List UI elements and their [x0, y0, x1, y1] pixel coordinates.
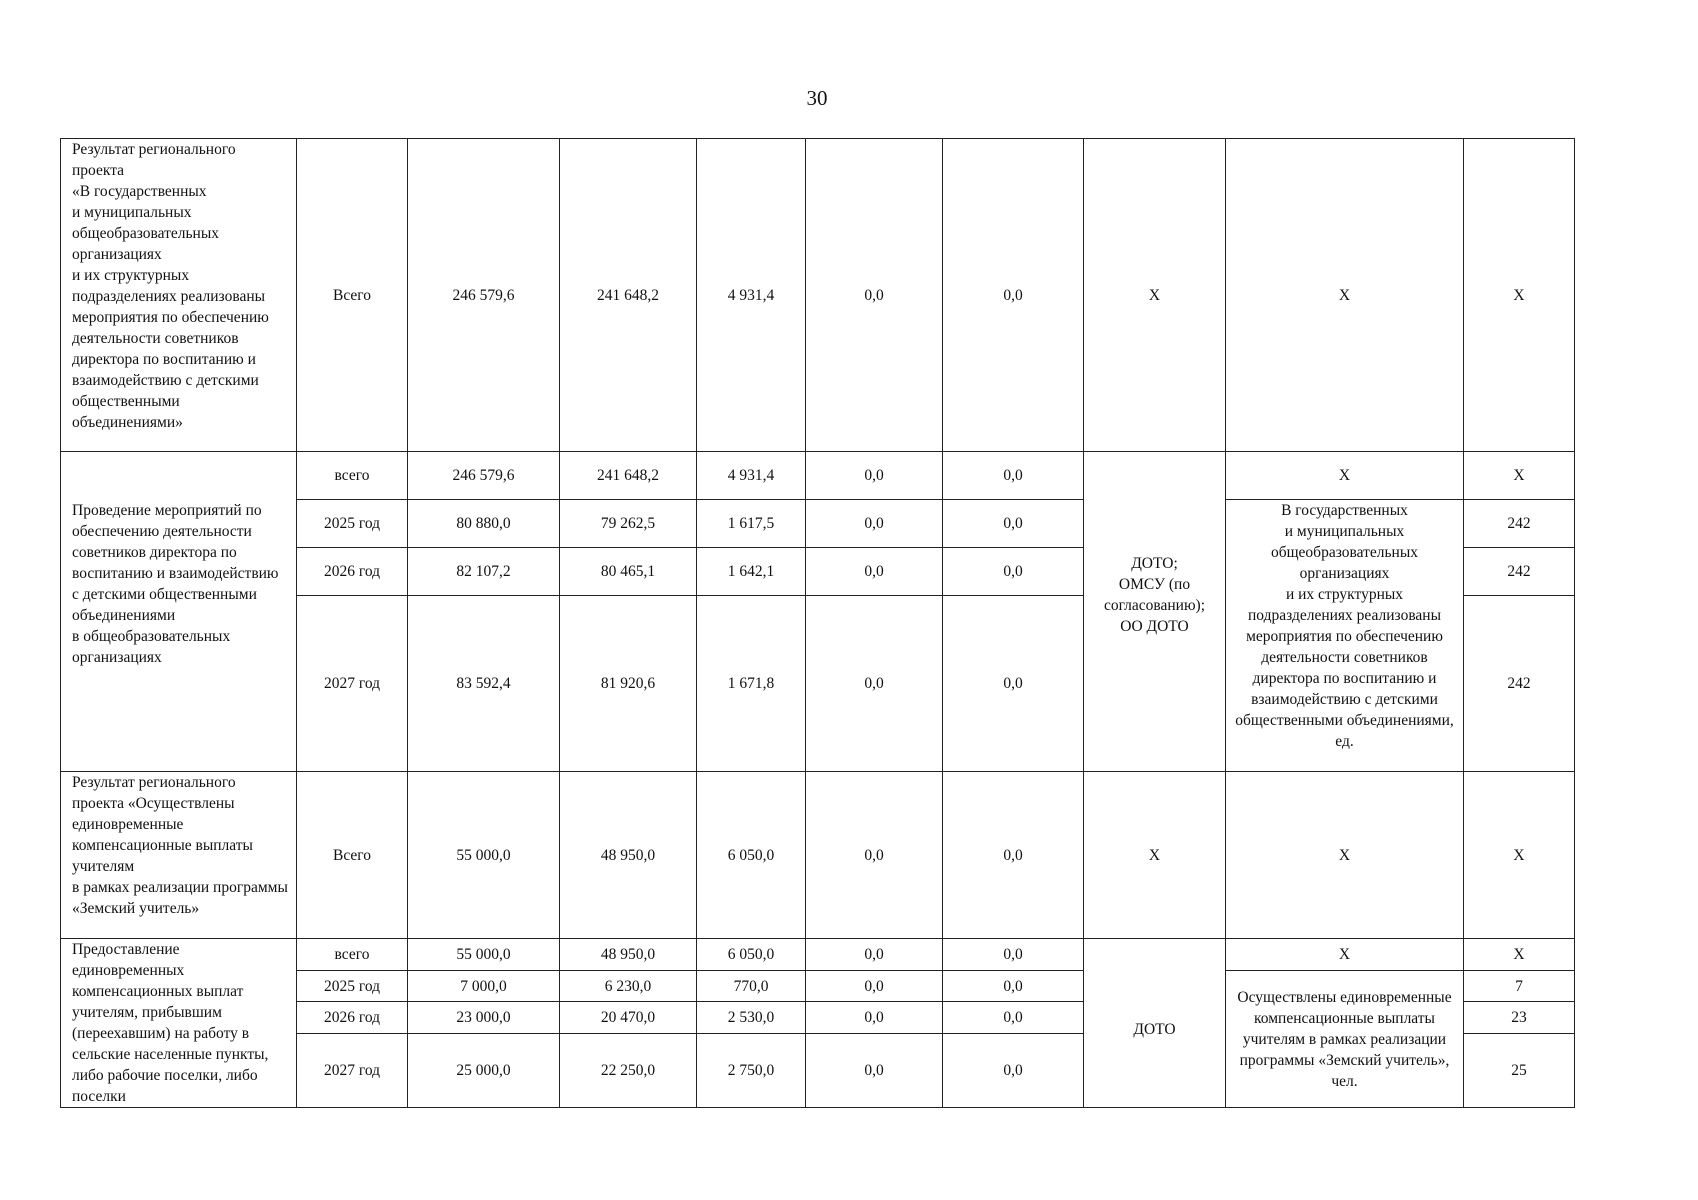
executor: ДОТО — [1084, 939, 1226, 1108]
budget-table — [60, 138, 1575, 1108]
row-label: 2026 год — [297, 548, 408, 596]
executor: ДОТО; ОМСУ (по согласованию); ОО ДОТО — [1084, 452, 1226, 772]
result-indicator: Осуществлены единовременные компенсационные выплаты учителям в рамках реализации программы «Земский учитель», чел. — [1226, 971, 1464, 1108]
indicator-value: 242 — [1464, 596, 1575, 772]
indicator-value: Х — [1464, 452, 1575, 500]
row-label: Всего — [297, 139, 408, 452]
executor: Х — [1084, 772, 1226, 939]
local-value: 0,0 — [806, 971, 943, 1002]
indicator-value: 242 — [1464, 548, 1575, 596]
row-label: 2026 год — [297, 1002, 408, 1034]
other-value: 0,0 — [943, 1002, 1084, 1034]
indicator-value: 7 — [1464, 971, 1575, 1002]
table-row — [61, 139, 1575, 452]
local-value: 0,0 — [806, 548, 943, 596]
other-value: 0,0 — [943, 939, 1084, 971]
executor: Х — [1084, 139, 1226, 452]
regional-value: 1 642,1 — [697, 548, 806, 596]
row-label: всего — [297, 452, 408, 500]
result-name: Результат регионального проекта «В государственных и муниципальных общеобразовательных организациях и их структурных подразделениях реализованы мероприятия по обеспечению деятельности советников директора по воспитанию и взаимодействию с детскими общественными объединениями» — [61, 139, 297, 452]
table-row — [61, 939, 1575, 971]
local-value: 0,0 — [806, 939, 943, 971]
other-value: 0,0 — [943, 772, 1084, 939]
total-value: 80 880,0 — [408, 500, 560, 548]
federal-value: 20 470,0 — [560, 1002, 697, 1034]
local-value: 0,0 — [806, 1034, 943, 1108]
result-indicator: В государственных и муниципальных общеобразовательных организациях и их структурных подразделениях реализованы мероприятия по обеспечению деятельности советников директора по воспитанию и взаимодействию с детскими общественными объединениями, ед. — [1226, 500, 1464, 772]
regional-value: 2 750,0 — [697, 1034, 806, 1108]
result-indicator: Х — [1226, 452, 1464, 500]
result-indicator: Х — [1226, 939, 1464, 971]
total-value: 25 000,0 — [408, 1034, 560, 1108]
indicator-value: Х — [1464, 939, 1575, 971]
regional-value: 770,0 — [697, 971, 806, 1002]
regional-value: 2 530,0 — [697, 1002, 806, 1034]
federal-value: 80 465,1 — [560, 548, 697, 596]
local-value: 0,0 — [806, 596, 943, 772]
federal-value: 48 950,0 — [560, 772, 697, 939]
federal-value: 22 250,0 — [560, 1034, 697, 1108]
other-value: 0,0 — [943, 452, 1084, 500]
row-label: 2027 год — [297, 596, 408, 772]
total-value: 83 592,4 — [408, 596, 560, 772]
total-value: 7 000,0 — [408, 971, 560, 1002]
indicator-value: 25 — [1464, 1034, 1575, 1108]
indicator-value: Х — [1464, 772, 1575, 939]
row-label: 2027 год — [297, 1034, 408, 1108]
other-value: 0,0 — [943, 139, 1084, 452]
other-value: 0,0 — [943, 596, 1084, 772]
measure-name: Проведение мероприятий по обеспечению деятельности советников директора по воспитанию и взаимодействию с детскими общественными объединениями в общеобразовательных организациях — [61, 452, 297, 772]
other-value: 0,0 — [943, 971, 1084, 1002]
row-label: Всего — [297, 772, 408, 939]
federal-value: 241 648,2 — [560, 452, 697, 500]
total-value: 23 000,0 — [408, 1002, 560, 1034]
local-value: 0,0 — [806, 452, 943, 500]
indicator-value: 242 — [1464, 500, 1575, 548]
indicator-value: 23 — [1464, 1002, 1575, 1034]
regional-value: 1 617,5 — [697, 500, 806, 548]
total-value: 55 000,0 — [408, 772, 560, 939]
regional-value: 4 931,4 — [697, 452, 806, 500]
total-value: 246 579,6 — [408, 452, 560, 500]
row-label: 2025 год — [297, 971, 408, 1002]
regional-value: 6 050,0 — [697, 772, 806, 939]
local-value: 0,0 — [806, 139, 943, 452]
federal-value: 81 920,6 — [560, 596, 697, 772]
other-value: 0,0 — [943, 1034, 1084, 1108]
row-label: всего — [297, 939, 408, 971]
federal-value: 6 230,0 — [560, 971, 697, 1002]
table-row — [61, 452, 1575, 500]
total-value: 82 107,2 — [408, 548, 560, 596]
page-number: 30 — [806, 86, 828, 110]
result-indicator: Х — [1226, 772, 1464, 939]
result-indicator: Х — [1226, 139, 1464, 452]
regional-value: 4 931,4 — [697, 139, 806, 452]
total-value: 246 579,6 — [408, 139, 560, 452]
result-name: Результат регионального проекта «Осуществлены единовременные компенсационные выплаты учителям в рамках реализации программы «Земский учитель» — [61, 772, 297, 939]
federal-value: 241 648,2 — [560, 139, 697, 452]
regional-value: 6 050,0 — [697, 939, 806, 971]
other-value: 0,0 — [943, 500, 1084, 548]
local-value: 0,0 — [806, 1002, 943, 1034]
indicator-value: Х — [1464, 139, 1575, 452]
federal-value: 48 950,0 — [560, 939, 697, 971]
other-value: 0,0 — [943, 548, 1084, 596]
measure-name: Предоставление единовременных компенсационных выплат учителям, прибывшим (переехавшим) на работу в сельские населенные пункты, либо рабочие поселки, либо поселки — [61, 939, 297, 1108]
total-value: 55 000,0 — [408, 939, 560, 971]
local-value: 0,0 — [806, 500, 943, 548]
federal-value: 79 262,5 — [560, 500, 697, 548]
table-row — [61, 772, 1575, 939]
regional-value: 1 671,8 — [697, 596, 806, 772]
local-value: 0,0 — [806, 772, 943, 939]
row-label: 2025 год — [297, 500, 408, 548]
